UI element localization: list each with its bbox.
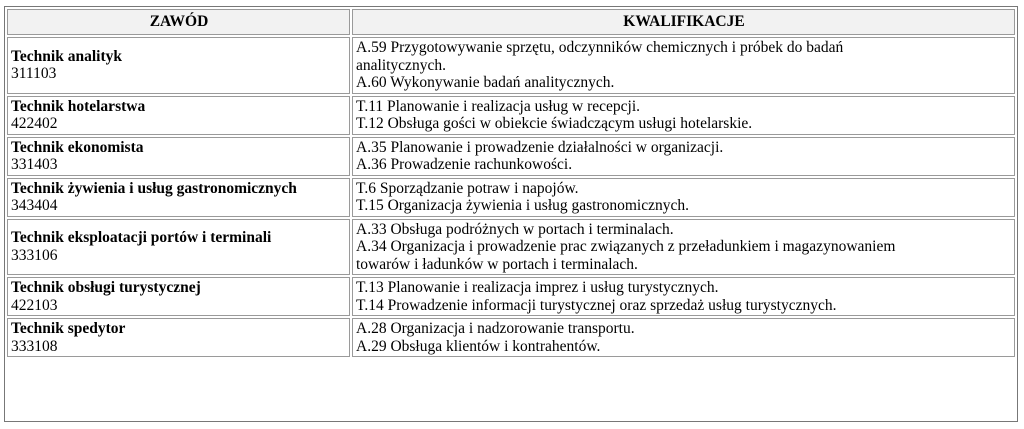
table-row [7,318,1015,357]
profession-cell [7,137,350,176]
qualification-line: T.12 Obsługa gości w obiekcie świadczącym usługi hotelarskie. [356,115,753,132]
qualifications-cell [352,318,1015,357]
table-row [7,277,1015,316]
table-row [7,219,1015,276]
profession-cell [7,219,350,276]
profession-code: 343404 [11,197,58,214]
profession-name: Technik ekonomista [11,138,144,156]
qualification-line: T.14 Prowadzenie informacji turystycznej oraz sprzedaż usług turystycznych. [356,296,837,314]
qualification-line: T.11 Planowanie i realizacja usług w recepcji. [356,97,641,115]
profession-cell [7,178,350,217]
qualification-line: A.33 Obsługa podróżnych w portach i terminalach. [356,220,674,238]
profession-code: 311103 [11,65,57,83]
qualification-line: A.59 Przygotowywanie sprzętu, odczynników chemicznych i próbek do badań [356,39,844,56]
profession-code: 333108 [11,337,58,355]
qualification-line: towarów i ładunków w portach i terminalach. [356,255,638,273]
table-row [7,96,1015,135]
profession-code: 331403 [11,156,58,173]
qualification-line: A.35 Planowanie i prowadzenie działalności w organizacji. [356,138,724,156]
table-row [7,178,1015,217]
profession-code: 333106 [11,246,58,264]
qualifications-table-frame [4,6,1018,422]
qualification-line: T.13 Planowanie i realizacja imprez i usług turystycznych. [356,279,719,296]
qualification-line: analitycznych. [356,56,446,74]
qualifications-cell [352,219,1015,276]
header-qualifications: KWALIFIKACJE [352,9,1015,35]
qualification-line: A.60 Wykonywanie badań analitycznych. [356,74,615,91]
qualification-line: A.36 Prowadzenie rachunkowości. [356,156,573,173]
profession-cell [7,277,350,316]
qualification-line: A.28 Organizacja i nadzorowanie transportu. [356,320,635,337]
table-row [7,137,1015,176]
profession-name: Technik analityk [11,47,122,65]
table-row [7,37,1015,94]
header-row [7,9,1015,35]
profession-cell [7,318,350,357]
qualifications-cell [352,96,1015,135]
profession-name: Technik obsługi turystycznej [11,279,201,296]
qualifications-cell [352,137,1015,176]
qualification-line: T.6 Sporządzanie potraw i napojów. [356,179,579,197]
qualification-line: A.34 Organizacja i prowadzenie prac związanych z przeładunkiem i magazynowaniem [356,238,896,255]
qualifications-cell [352,178,1015,217]
profession-code: 422103 [11,296,58,314]
qualification-line: T.15 Organizacja żywienia i usług gastronomicznych. [356,197,690,214]
table-body [7,37,1015,357]
profession-cell [7,96,350,135]
qualifications-cell [352,277,1015,316]
profession-name: Technik eksploatacji portów i terminali [11,229,272,247]
profession-name: Technik żywienia i usług gastronomicznych [11,179,297,197]
profession-cell [7,37,350,94]
profession-name: Technik spedytor [11,320,126,337]
header-profession: ZAWÓD [7,9,350,35]
profession-name: Technik hotelarstwa [11,97,146,115]
profession-code: 422402 [11,115,58,132]
qualification-line: A.29 Obsługa klientów i kontrahentów. [356,337,601,355]
qualifications-cell [352,37,1015,94]
qualifications-table [5,7,1017,359]
